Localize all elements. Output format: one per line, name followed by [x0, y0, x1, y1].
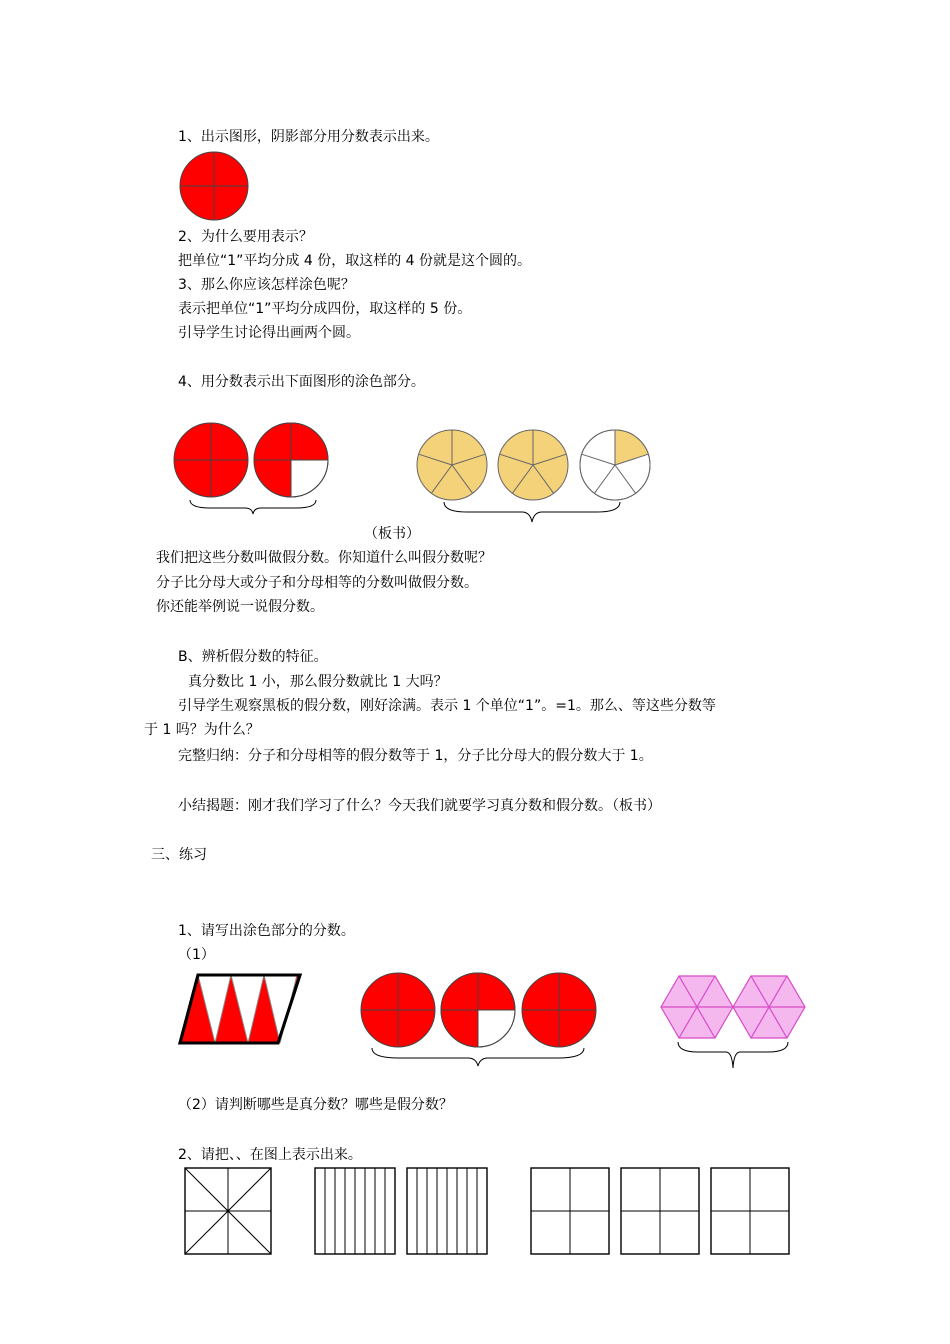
section-b-guide-1: 引导学生观察黑板的假分数，刚好涂满。表示 1 个单位“1”。=1。那么、等这些分数等 [178, 698, 716, 714]
figure-three-red-circles [358, 970, 603, 1070]
section-b-guide-2: 于 1 吗？为什么？ [144, 722, 260, 738]
section-3-heading: 三、练习 [151, 847, 207, 863]
figure-red-circle-quarters [178, 150, 250, 222]
guide-text: 引导学生讨论得出画两个圆。 [178, 325, 360, 341]
exercise-2-heading: 2、请把、、在图上表示出来。 [178, 1147, 362, 1163]
section-b-question: 真分数比 1 小，那么假分数就比 1 大吗？ [188, 674, 448, 690]
figure-yellow-circles-fifths [412, 428, 657, 528]
figure-square-strips-2 [406, 1167, 490, 1257]
instruction-4: 4、用分数表示出下面图形的涂色部分。 [178, 374, 425, 390]
summary-conclusion: 完整归纳：分子和分母相等的假分数等于 1，分子比分母大的假分数大于 1。 [178, 748, 653, 764]
figure-square-quarters-1 [530, 1167, 612, 1257]
figure-square-quarters-3 [710, 1167, 792, 1257]
section-b-heading: B、辨析假分数的特征。 [178, 649, 328, 665]
question-3: 3、那么你应该怎样涂色呢？ [178, 277, 355, 293]
figure-parallelogram-triangles [176, 972, 304, 1047]
example-prompt: 你还能举例说一说假分数。 [156, 599, 324, 615]
exercise-1-heading: 1、请写出涂色部分的分数。 [178, 923, 355, 939]
figure-square-strips-1 [314, 1167, 398, 1257]
answer-3: 表示把单位“1”平均分成四份，取这样的 5 份。 [178, 301, 472, 317]
exercise-1-part-2: （2）请判断哪些是真分数？哪些是假分数？ [178, 1097, 453, 1113]
instruction-1: 1、出示图形，阴影部分用分数表示出来。 [178, 129, 439, 145]
figure-two-pink-hexagons [658, 968, 808, 1073]
definition-text: 分子比分母大或分子和分母相等的分数叫做假分数。 [156, 575, 478, 591]
figure-square-eighths-star [184, 1167, 274, 1257]
definition-intro: 我们把这些分数叫做假分数。你知道什么叫假分数呢？ [156, 550, 492, 566]
board-note: （板书） [364, 526, 420, 542]
question-2: 2、为什么要用表示？ [178, 229, 313, 245]
figure-square-quarters-2 [620, 1167, 702, 1257]
figure-two-red-circles [170, 420, 335, 515]
summary-topic: 小结揭题：刚才我们学习了什么？今天我们就要学习真分数和假分数。（板书） [178, 798, 661, 814]
exercise-1-part-1: （1） [178, 947, 215, 963]
answer-2: 把单位“1”平均分成 4 份，取这样的 4 份就是这个圆的。 [178, 253, 532, 269]
